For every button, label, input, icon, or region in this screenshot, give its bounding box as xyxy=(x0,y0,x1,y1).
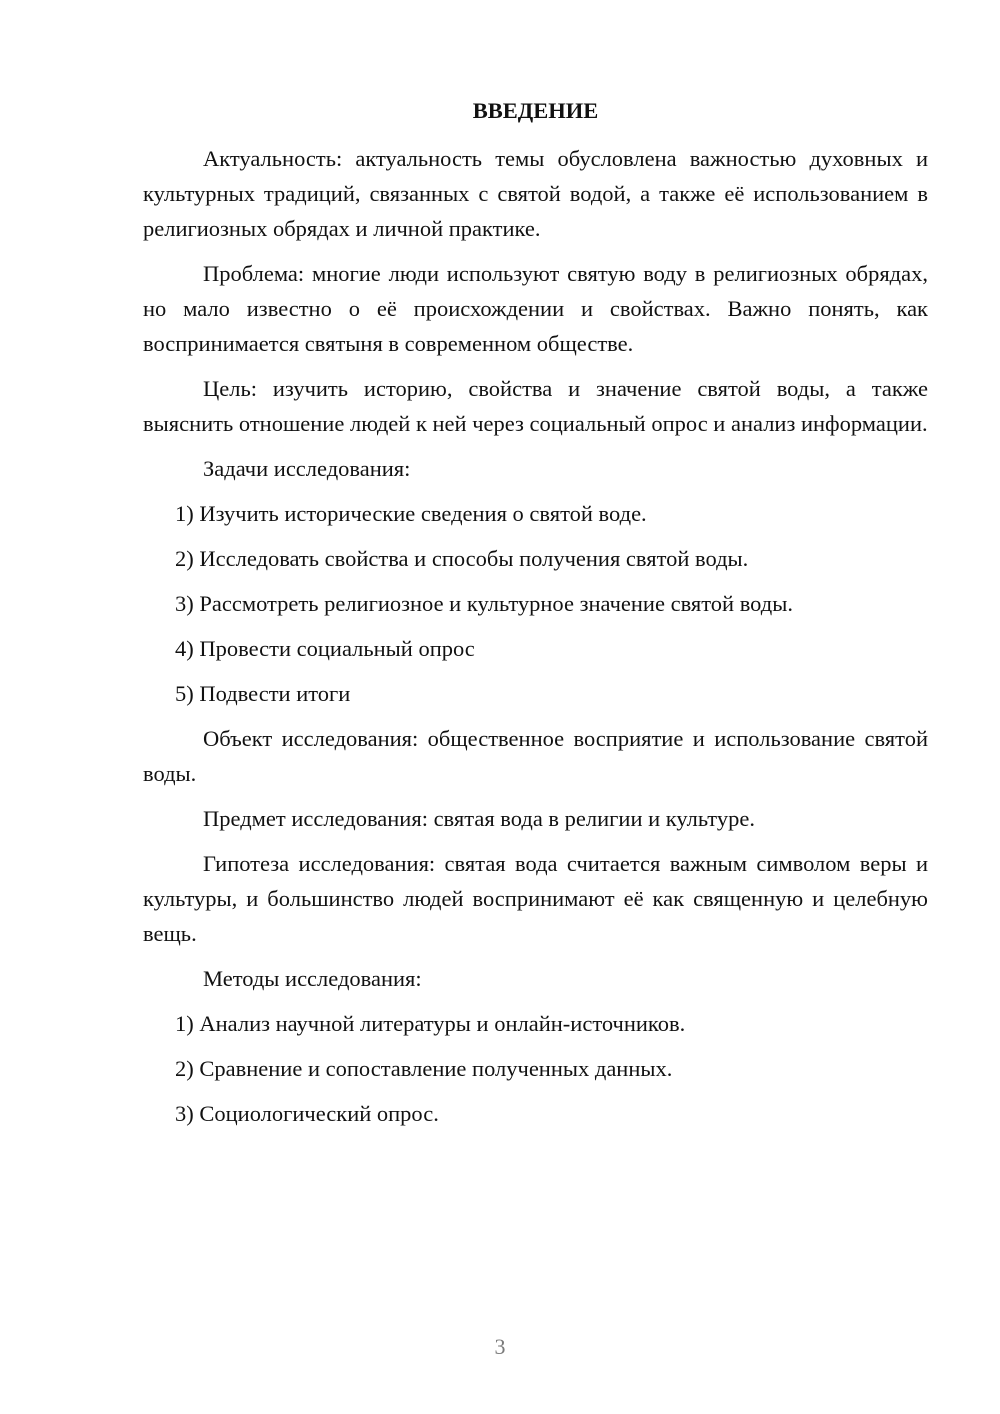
tasks-list xyxy=(143,496,928,711)
subject-paragraph: Предмет исследования: святая вода в религии и культуре. xyxy=(203,806,755,831)
object-paragraph: Объект исследования: общественное восприятие и использование святой воды. xyxy=(143,726,928,786)
goal-paragraph: Цель: изучить историю, свойства и значение святой воды, а также выяснить отношение людей к ней через социальный опрос и анализ информации. xyxy=(143,376,928,436)
list-item: 1) Изучить исторические сведения о святой воде. xyxy=(175,501,647,526)
list-item: 1) Анализ научной литературы и онлайн-источников. xyxy=(175,1011,686,1036)
page-number: 3 xyxy=(494,1334,506,1359)
list-item: 3) Рассмотреть религиозное и культурное значение святой воды. xyxy=(175,591,793,616)
list-item: 2) Исследовать свойства и способы получения святой воды. xyxy=(175,546,749,571)
document-page xyxy=(143,96,928,1141)
list-item: 5) Подвести итоги xyxy=(175,681,351,706)
list-item: 4) Провести социальный опрос xyxy=(175,636,475,661)
hypothesis-paragraph: Гипотеза исследования: святая вода считается важным символом веры и культуры, и большинство людей воспринимают её как священную и целебную вещь. xyxy=(143,851,928,946)
methods-heading: Методы исследования: xyxy=(203,966,422,991)
list-item: 2) Сравнение и сопоставление полученных данных. xyxy=(175,1056,673,1081)
problem-paragraph: Проблема: многие люди используют святую воду в религиозных обрядах, но мало известно о её происхождении и свойствах. Важно понять, как воспринимается святыня в современном обществе. xyxy=(143,261,928,356)
methods-list xyxy=(143,1006,928,1131)
actuality-paragraph: Актуальность: актуальность темы обусловлена важностью духовных и культурных традиций, связанных с святой водой, а также её использованием в религиозных обрядах и личной практике. xyxy=(143,146,928,241)
list-item: 3) Социологический опрос. xyxy=(175,1101,439,1126)
section-title: ВВЕДЕНИЕ xyxy=(472,98,599,123)
tasks-heading: Задачи исследования: xyxy=(203,456,411,481)
